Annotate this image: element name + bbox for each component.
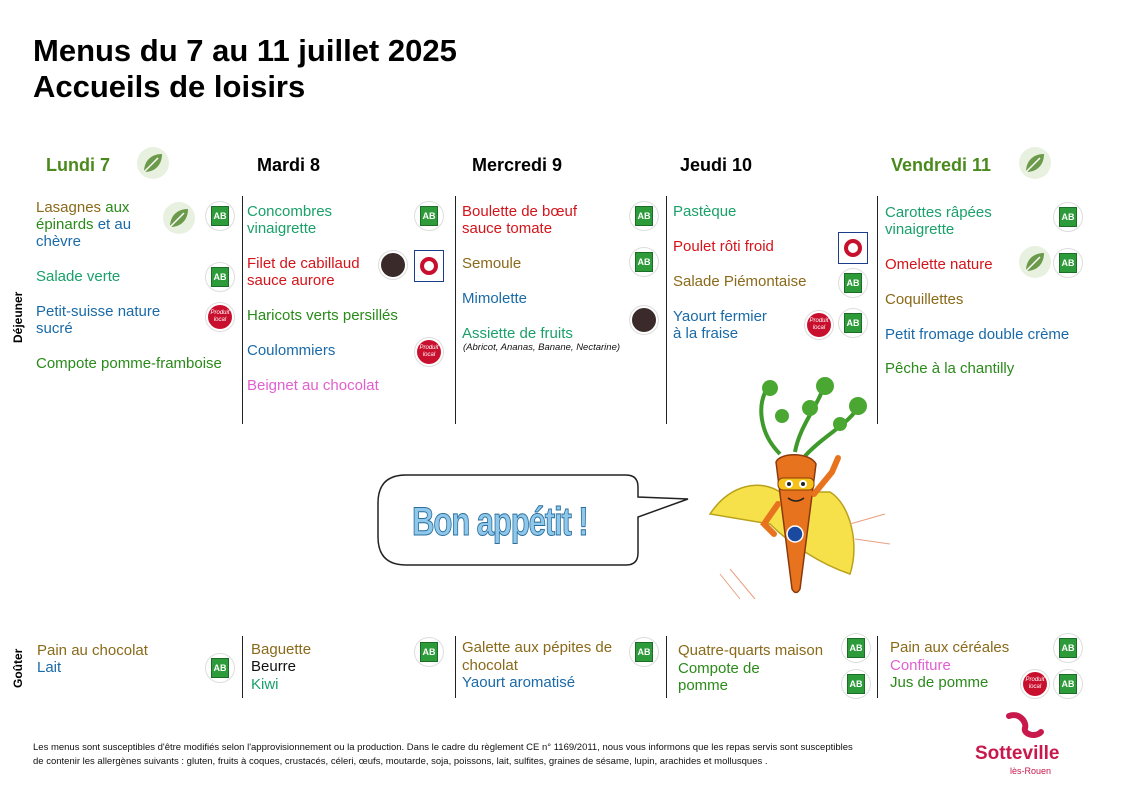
column-divider — [877, 636, 878, 698]
snack-jus-pomme: Jus de pomme — [890, 674, 989, 691]
local-product-icon: Produit local — [205, 302, 235, 332]
day-header-mercredi: Mercredi 9 — [472, 155, 563, 175]
column-divider — [455, 196, 456, 424]
snack-baguette: Baguette — [251, 641, 312, 658]
column-divider — [666, 636, 667, 698]
snack-lait: Lait — [37, 659, 62, 676]
column-divider — [242, 636, 243, 698]
local-product-icon: Produit local — [414, 337, 444, 367]
sotteville-logo-icon — [1005, 712, 1045, 742]
local-product-icon: Produit local — [804, 310, 834, 340]
allergen-notice-line1: Les menus sont susceptibles d'être modifiés selon l'approvisionnement ou la production. Dans le cadre du règlement CE n° 1169/2011, nous vous informons que les repas servis sont susceptibles — [33, 742, 853, 753]
allergen-notice-line2: de contenir les allergènes suivants : gluten, fruits à coques, crustacés, céleri, œufs, moutarde, soja, poissons, lait, sulfites, graines de sésame, lupin, arachides et mollusques . — [33, 756, 768, 767]
dish-boulette-line1: Boulette de bœuf — [462, 203, 578, 220]
dish-poulet: Poulet rôti froid — [673, 238, 774, 255]
snack-galette-line2: chocolat — [462, 657, 518, 674]
dish-haricots-verts: Haricots verts persillés — [247, 307, 398, 324]
snack-galette-line1: Galette aux pépites de — [462, 639, 613, 656]
dish-cabillaud-line2: sauce aurore — [247, 272, 335, 289]
snack-compote-line2: pomme — [678, 677, 729, 694]
leaf-icon — [136, 146, 170, 180]
day-header-mardi: Mardi 8 — [257, 155, 321, 175]
organic-ab-icon: AB — [838, 268, 868, 298]
organic-ab-icon: AB — [1053, 633, 1083, 663]
logo-subtitle: lès-Rouen — [1010, 766, 1052, 776]
carrot-mascot-illustration — [700, 374, 900, 609]
page-title — [33, 33, 457, 105]
organic-ab-icon: AB — [629, 247, 659, 277]
bubble-text: Bon appétit ! — [412, 500, 588, 544]
dish-yaourt-line2: à la fraise — [673, 325, 739, 342]
column-divider — [666, 196, 667, 424]
dish-mimolette: Mimolette — [462, 290, 528, 307]
day-header-vendredi: Vendredi 11 — [891, 155, 992, 175]
organic-ab-icon: AB — [838, 308, 868, 338]
section-label-gouter: Goûter — [11, 648, 25, 688]
organic-ab-icon: AB — [414, 637, 444, 667]
column-divider — [242, 196, 243, 424]
dish-beignet: Beignet au chocolat — [247, 377, 379, 394]
dish-coquillettes: Coquillettes — [885, 291, 964, 308]
dish-compote: Compote pomme-framboise — [36, 355, 222, 372]
organic-ab-icon: AB — [1053, 202, 1083, 232]
dish-assiette-fruits: Assiette de fruits — [462, 325, 573, 342]
leaf-icon — [1018, 146, 1052, 180]
organic-ab-icon: AB — [205, 201, 235, 231]
snack-confiture: Confiture — [890, 657, 951, 674]
dish-carottes-line2: vinaigrette — [885, 221, 955, 238]
dish-petit-fromage: Petit fromage double crème — [885, 326, 1070, 343]
dish-lasagnes-line1: Lasagnes aux — [36, 199, 130, 216]
dish-petit-suisse-line2: sucré — [36, 320, 73, 337]
organic-ab-icon: AB — [1053, 669, 1083, 699]
title-line-1: Menus du 7 au 11 juillet 2025 — [33, 33, 457, 68]
leaf-icon — [1018, 245, 1052, 279]
dish-assiette-fruits-detail: (Abricot, Ananas, Banane, Nectarine) — [463, 342, 621, 353]
allergen-notice — [33, 741, 853, 769]
day-header-lundi: Lundi 7 — [46, 155, 110, 175]
title-line-2: Accueils de loisirs — [33, 69, 306, 104]
sustainable-fishing-icon — [378, 250, 408, 280]
local-product-icon: Produit local — [1020, 669, 1050, 699]
dish-lasagnes-line2: épinards et au — [36, 216, 132, 233]
dish-salade-verte: Salade verte — [36, 268, 121, 285]
dish-concombres-line1: Concombres — [247, 203, 333, 220]
organic-ab-icon: AB — [629, 201, 659, 231]
snack-quatre-quarts: Quatre-quarts maison — [678, 642, 824, 659]
snack-yaourt-aromatise: Yaourt aromatisé — [462, 674, 576, 691]
organic-ab-icon: AB — [841, 633, 871, 663]
label-rouge-icon — [838, 232, 868, 264]
sustainable-fishing-icon — [629, 305, 659, 335]
snack-compote-line1: Compote de — [678, 660, 760, 677]
snack-kiwi: Kiwi — [251, 676, 279, 693]
organic-ab-icon: AB — [205, 262, 235, 292]
dish-lasagnes-line3: chèvre — [36, 233, 82, 250]
dish-semoule: Semoule — [462, 255, 522, 272]
logo-name: Sotteville — [975, 743, 1060, 764]
day-header-jeudi: Jeudi 10 — [680, 155, 753, 175]
snack-beurre: Beurre — [251, 658, 297, 675]
dish-concombres-line2: vinaigrette — [247, 220, 317, 237]
organic-ab-icon: AB — [205, 653, 235, 683]
organic-ab-icon: AB — [1053, 248, 1083, 278]
organic-ab-icon: AB — [414, 201, 444, 231]
dish-petit-suisse-line1: Petit-suisse nature — [36, 303, 161, 320]
snack-pain-chocolat: Pain au chocolat — [37, 642, 148, 659]
dish-coulommiers: Coulommiers — [247, 342, 336, 359]
dish-salade-piemontaise: Salade Piémontaise — [673, 273, 807, 290]
column-divider — [455, 636, 456, 698]
dish-boulette-line2: sauce tomate — [462, 220, 553, 237]
dish-peche: Pêche à la chantilly — [885, 360, 1015, 377]
dish-omelette: Omelette nature — [885, 256, 993, 273]
organic-ab-icon: AB — [841, 669, 871, 699]
leaf-icon — [162, 201, 196, 235]
dish-cabillaud-line1: Filet de cabillaud — [247, 255, 360, 272]
organic-ab-icon: AB — [629, 637, 659, 667]
snack-pain-cereales: Pain aux céréales — [890, 639, 1010, 656]
label-rouge-icon — [414, 250, 444, 282]
dish-yaourt-line1: Yaourt fermier — [673, 308, 767, 325]
dish-carottes-line1: Carottes râpées — [885, 204, 992, 221]
section-label-dejeuner: Déjeuner — [11, 291, 25, 343]
dish-pasteque: Pastèque — [673, 203, 737, 220]
